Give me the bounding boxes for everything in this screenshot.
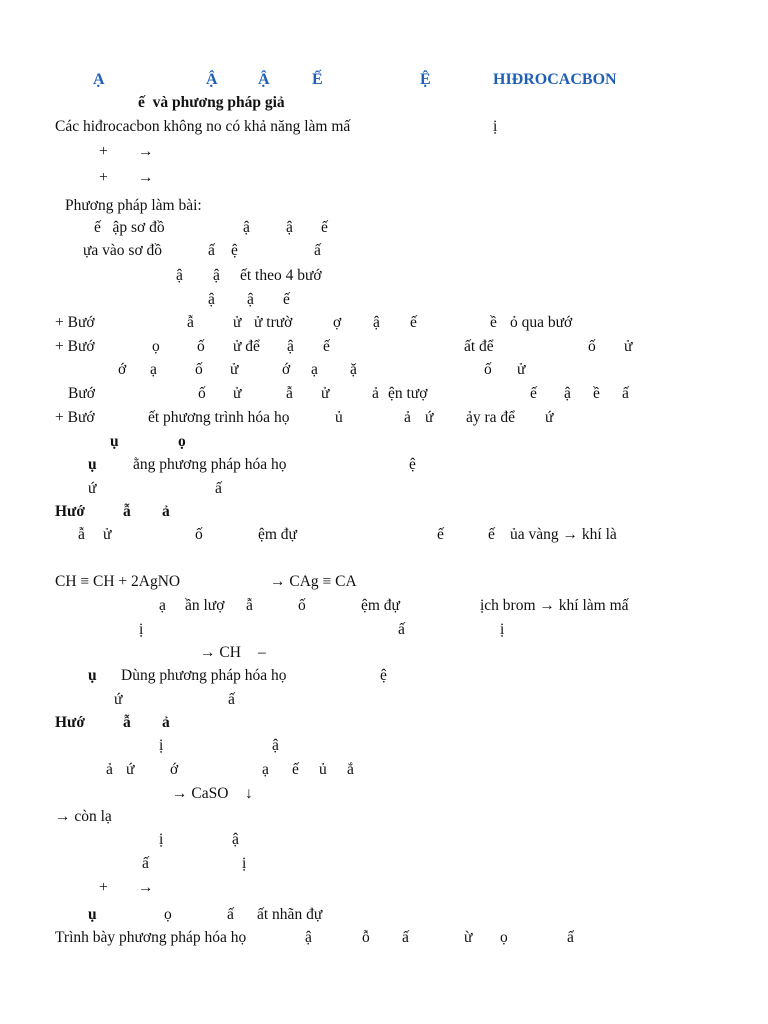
- guide-label: Hướ: [55, 503, 85, 520]
- text-fragment: ấ: [622, 385, 629, 402]
- text-fragment: ằng phương pháp hóa họ: [133, 456, 287, 473]
- text-fragment: ậ: [213, 267, 220, 284]
- title-fragment-1: Ạ: [93, 71, 105, 88]
- step-label: Bướ: [68, 385, 95, 402]
- text-fragment: ợ: [333, 314, 342, 331]
- text-fragment: ị: [139, 621, 144, 638]
- text-fragment: ử để: [233, 338, 260, 355]
- text-fragment: ế: [321, 219, 328, 236]
- reaction-arrow: →: [138, 143, 154, 160]
- reaction-arrow: →: [138, 169, 154, 186]
- text-fragment: ỏ qua bướ: [510, 314, 573, 331]
- title-fragment-6: HIĐROCACBON: [493, 71, 617, 88]
- text-fragment: ịch brom → khí làm mấ: [480, 597, 629, 614]
- text-fragment: ệ: [409, 456, 416, 473]
- text-fragment: ố: [197, 338, 205, 355]
- text-fragment: ử: [624, 338, 633, 355]
- text-fragment: ử trườ: [254, 314, 293, 331]
- reaction-plus: +: [99, 879, 108, 896]
- reaction-plus: +: [99, 143, 108, 160]
- example-label: ụ: [88, 667, 97, 684]
- text-fragment: ẫ: [246, 597, 253, 614]
- text-fragment: ử: [321, 385, 330, 402]
- step-label: + Bướ: [55, 409, 95, 426]
- title-fragment-4: Ế: [312, 71, 323, 88]
- equation-product: → CAg ≡ CA: [270, 573, 357, 590]
- text-fragment: ử: [517, 361, 526, 378]
- text-fragment: ệ: [231, 242, 238, 259]
- text-fragment: → còn lạ: [55, 808, 112, 825]
- text-fragment: ố: [195, 526, 203, 543]
- text-fragment: ủ: [319, 761, 327, 778]
- step-label: + Bướ: [55, 314, 95, 331]
- method-heading: Phương pháp làm bài:: [65, 197, 202, 214]
- text-fragment: ế ập sơ đồ: [94, 219, 165, 236]
- text-fragment: ứ: [545, 409, 554, 426]
- text-fragment: ậ: [176, 267, 183, 284]
- text-fragment: ứ: [425, 409, 434, 426]
- text-fragment: ị: [500, 621, 505, 638]
- example-label: ụ: [88, 456, 97, 473]
- text-fragment: ề: [490, 314, 497, 331]
- text-fragment: ủa vàng → khí là: [510, 526, 617, 543]
- text-fragment: ị: [242, 855, 247, 872]
- text-fragment: ớ: [170, 761, 179, 778]
- equation: → CH: [200, 644, 241, 661]
- text-fragment: ấ: [208, 242, 215, 259]
- text-fragment: Dùng phương pháp hóa họ: [121, 667, 287, 684]
- text-fragment: ọ: [500, 929, 508, 946]
- text-fragment: ọ: [164, 906, 172, 923]
- equation: → CaSO: [172, 785, 229, 802]
- text-fragment: ất nhãn đự: [257, 906, 323, 923]
- text-fragment: ả: [106, 761, 113, 778]
- text-fragment: ử: [233, 314, 242, 331]
- text-fragment: ố: [588, 338, 596, 355]
- text-fragment: ết theo 4 bướ: [240, 267, 322, 284]
- text-fragment: ạ: [150, 361, 157, 378]
- text-fragment: ứ: [126, 761, 135, 778]
- text-fragment: ị: [159, 737, 164, 754]
- intro-text-end: ị: [493, 118, 498, 135]
- title-fragment-2: Ậ: [206, 71, 218, 88]
- text-fragment: ấ: [215, 480, 222, 497]
- title-fragment-5: Ệ: [420, 71, 431, 88]
- text-fragment: ề: [593, 385, 600, 402]
- text-fragment: ệm đự: [258, 526, 297, 543]
- text-fragment: ả: [372, 385, 379, 402]
- text-fragment: ẫ: [123, 503, 131, 520]
- exercise-text: Trình bày phương pháp hóa họ: [55, 929, 247, 946]
- text-fragment: ớ: [282, 361, 291, 378]
- text-fragment: ậ: [564, 385, 571, 402]
- text-fragment: ậ: [286, 219, 293, 236]
- text-fragment: ậ: [373, 314, 380, 331]
- text-fragment: ử: [233, 385, 242, 402]
- text-fragment: ố: [484, 361, 492, 378]
- text-fragment: ố: [195, 361, 203, 378]
- text-fragment: ấ: [314, 242, 321, 259]
- text-fragment: ố: [198, 385, 206, 402]
- text-fragment: ấ: [398, 621, 405, 638]
- text-fragment: ố: [298, 597, 306, 614]
- text-fragment: ấ: [227, 906, 234, 923]
- text-fragment: ế: [323, 338, 330, 355]
- text-fragment: ế: [488, 526, 495, 543]
- text-fragment: ừ: [464, 929, 473, 946]
- text-fragment: ấ: [402, 929, 409, 946]
- text-fragment: ạ: [311, 361, 318, 378]
- text-fragment: ế: [530, 385, 537, 402]
- text-fragment: ứ: [114, 691, 123, 708]
- text-fragment: ất để: [464, 338, 494, 355]
- text-fragment: ả: [162, 714, 170, 731]
- text-fragment: ế: [292, 761, 299, 778]
- text-fragment: ậ: [287, 338, 294, 355]
- text-fragment: ọ: [178, 433, 186, 450]
- title-fragment-3: Ậ: [258, 71, 270, 88]
- text-fragment: ế: [283, 291, 290, 308]
- example-label: ụ: [88, 906, 97, 923]
- text-fragment: ạ: [159, 597, 166, 614]
- text-fragment: ẫ: [78, 526, 85, 543]
- text-fragment: ứ: [88, 480, 97, 497]
- text-fragment: ậ: [208, 291, 215, 308]
- text-fragment: ấ: [567, 929, 574, 946]
- text-fragment: ạ: [262, 761, 269, 778]
- text-fragment: ần lượ: [185, 597, 225, 614]
- text-fragment: ẫ: [286, 385, 293, 402]
- text-fragment: ấ: [142, 855, 149, 872]
- text-fragment: –: [258, 644, 266, 661]
- text-fragment: ặ: [350, 361, 357, 378]
- text-fragment: ệm đự: [361, 597, 400, 614]
- text-fragment: ế: [410, 314, 417, 331]
- text-fragment: ả: [162, 503, 170, 520]
- text-fragment: ỗ: [362, 929, 370, 946]
- text-fragment: ử: [103, 526, 112, 543]
- text-fragment: ẫ: [187, 314, 194, 331]
- example-label: ụ: [110, 433, 119, 450]
- reaction-plus: +: [99, 169, 108, 186]
- text-fragment: ế: [437, 526, 444, 543]
- text-fragment: ớ: [118, 361, 127, 378]
- subtitle: ế và phương pháp giả: [138, 94, 285, 111]
- text-fragment: ệ: [380, 667, 387, 684]
- text-fragment: ựa vào sơ đồ: [83, 242, 163, 259]
- text-fragment: ọ: [152, 338, 160, 355]
- text-fragment: ả: [404, 409, 411, 426]
- text-fragment: ết phương trình hóa họ: [148, 409, 290, 426]
- reaction-arrow: →: [138, 879, 154, 896]
- text-fragment: ậ: [243, 219, 250, 236]
- guide-label: Hướ: [55, 714, 85, 731]
- equation: CH ≡ CH + 2AgNO: [55, 573, 181, 590]
- text-fragment: ị: [159, 831, 164, 848]
- text-fragment: ậ: [232, 831, 239, 848]
- text-fragment: ậ: [272, 737, 279, 754]
- text-fragment: ậ: [247, 291, 254, 308]
- text-fragment: ậ: [305, 929, 312, 946]
- text-fragment: ảy ra để: [466, 409, 516, 426]
- text-fragment: ử: [230, 361, 239, 378]
- text-fragment: ện tượ: [388, 385, 428, 402]
- text-fragment: ắ: [347, 761, 354, 778]
- text-fragment: ẫ: [123, 714, 131, 731]
- precipitate-arrow: ↓: [245, 785, 253, 802]
- text-fragment: ấ: [228, 691, 235, 708]
- text-fragment: ủ: [335, 409, 343, 426]
- intro-text: Các hiđrocacbon không no có khả năng làm mấ: [55, 118, 351, 135]
- step-label: + Bướ: [55, 338, 95, 355]
